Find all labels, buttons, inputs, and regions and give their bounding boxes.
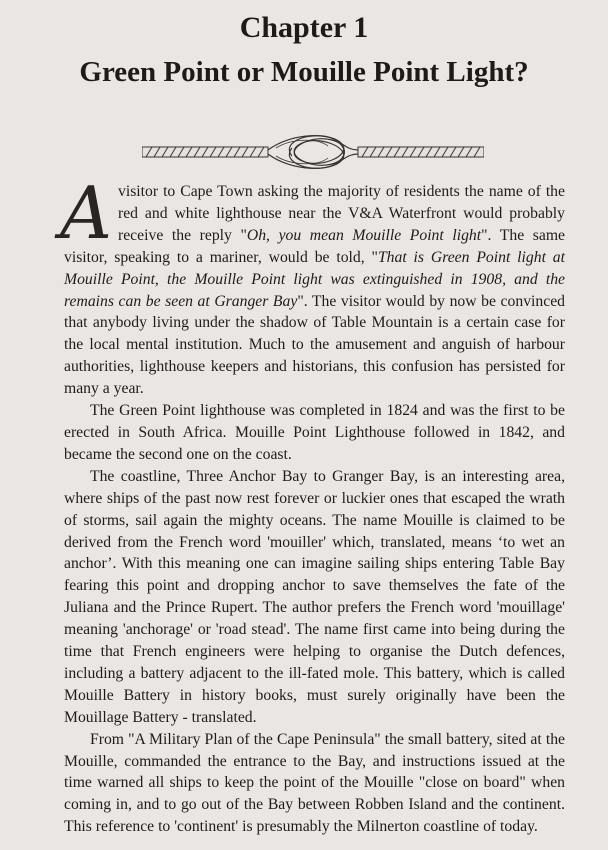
paragraph-3: The coastline, Three Anchor Bay to Granger Bay, is an interesting area, where ships of the past now rest forever or luckier ones that escaped the wrath of storms, sail again the mighty oceans. The name Mouille is claimed to be derived from the French word 'mouiller' which, translated, means ‘to wet an anchor’. With this meaning one can imagine sailing ships entering Table Bay fearing this point and dropping anchor to save themselves the fate of the Juliana and the Prince Rupert. The author prefers the French word 'mouillage' meaning 'anchorage' or 'road stead'. The name first came into being during the time that French engineers were helping to organise the Dutch defences, including a battery adjacent to the ill-fated mole. This battery, which is called Mouille Battery in history books, must surely originally have been the Mouillage Battery - translated. [64,467,565,726]
rope-left [142,147,268,157]
drop-cap: A [60,171,112,255]
p1-quote-b: That is Green Point light at Mouille Point, the Mouille Point light was extinguished in 1908, and the remains can be seen at Granger Bay [64,248,565,310]
paragraph-4: From "A Military Plan of the Cape Peninsula" the small battery, sited at the Mouille, commanded the entrance to the Bay, and instructions issued at the time warned all ships to keep the point of the Mouille "close on board" when coming in, and to go out of the Bay between Robben Island and the continent. This reference to 'continent' is presumably the Milnerton coastline of today. [64,730,565,836]
rope-knot-icon [142,130,484,174]
chapter-body [60,171,566,838]
p1-text-a: visitor to Cape Town asking the majority of residents the name of the red and white lighthouse near the V&A Waterfront would probably receive the reply " [118,183,565,244]
p1-quote-a: Oh, you mean Mouille Point light [246,226,482,244]
chapter-title: Green Point or Mouille Point Light? [79,56,529,88]
chapter-label: Chapter 1 [239,11,369,44]
p1-text-c: ". The visitor would by now be convinced that anybody living under the shadow of Table Mountain is a certain case for the local mental institution. Much to the amusement and anguish of harbour authorities, lighthouse keepers and historians, this confusion has persisted for many a year. [64,292,566,398]
rope-right [358,147,484,157]
paragraph-1 [60,171,566,400]
knot-center [268,136,358,169]
p1-text-b: ". The same visitor, speaking to a mariner, would be told, " [64,226,565,266]
paragraph-2: The Green Point lighthouse was completed in 1824 and was the first to be erected in South Africa. Mouille Point Lighthouse followed in 1842, and became the second one on the coast. [64,402,565,463]
